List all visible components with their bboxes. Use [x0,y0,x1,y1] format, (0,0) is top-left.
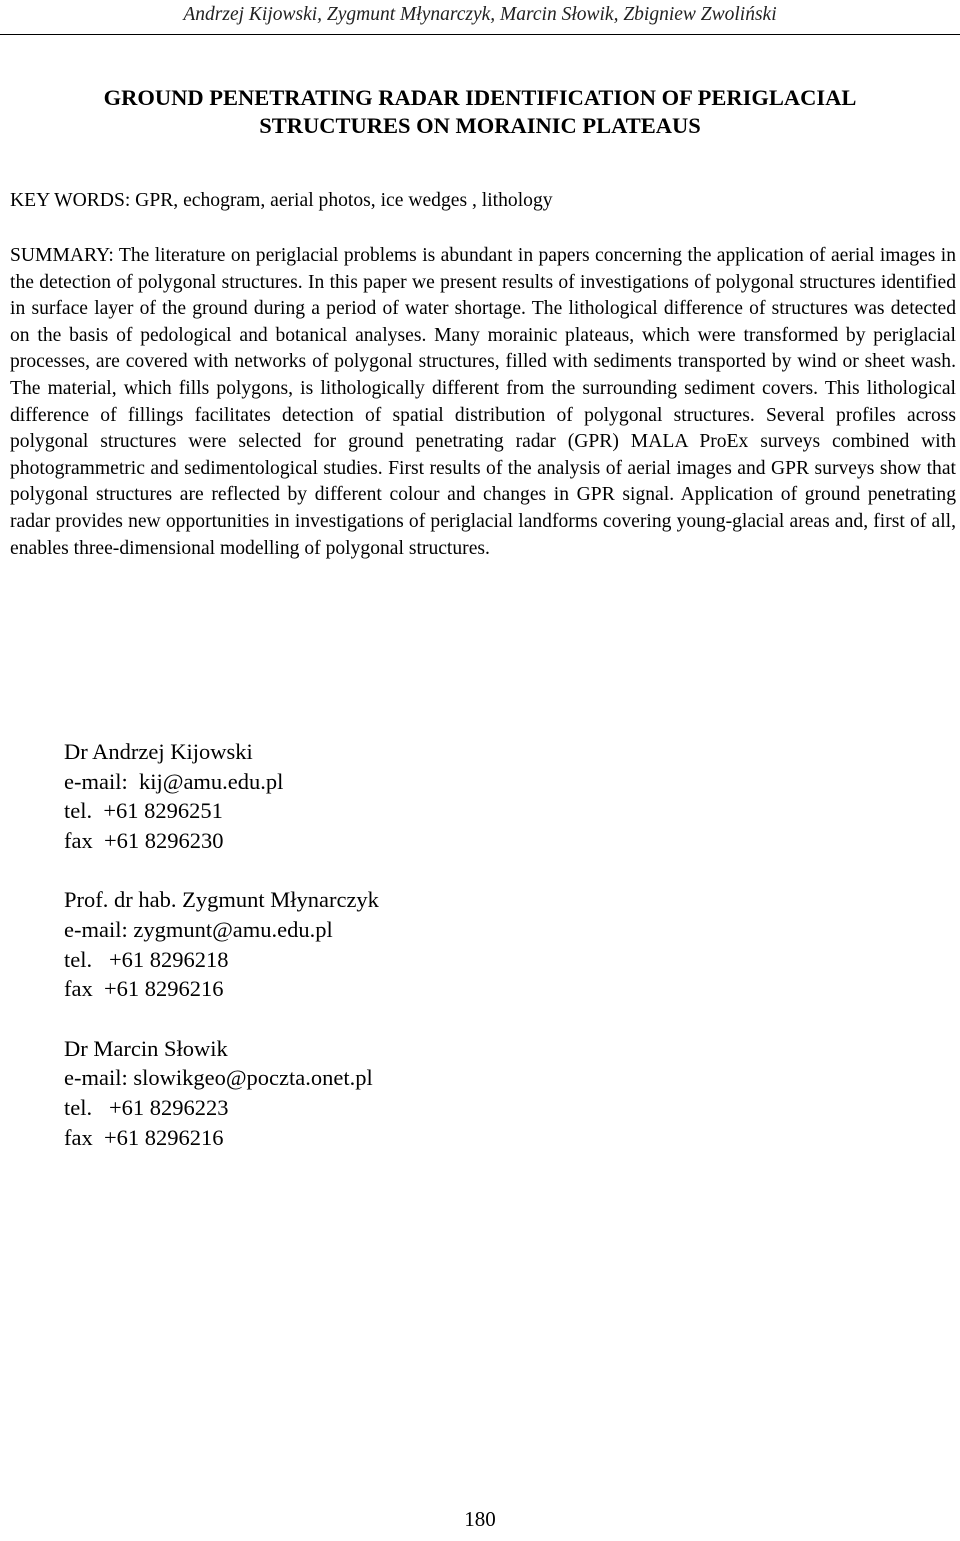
author-fax: fax +61 8296216 [64,1124,224,1150]
header-rule [0,34,960,35]
author-email: e-mail: zygmunt@amu.edu.pl [64,916,333,942]
author-email: e-mail: kij@amu.edu.pl [64,768,284,794]
author-contact-block [64,1034,379,1152]
author-email: e-mail: slowikgeo@poczta.onet.pl [64,1065,373,1091]
paper-title-line-2: STRUCTURES ON MORAINIC PLATEAUS [259,113,701,138]
author-fax: fax +61 8296230 [64,827,224,853]
page-number: 180 [464,1507,496,1531]
author-contact-block [64,737,379,855]
paper-title-line-1: GROUND PENETRATING RADAR IDENTIFICATION OF PERIGLACIAL [103,85,857,110]
keywords: KEY WORDS: GPR, echogram, aerial photos, ice wedges , lithology [10,190,553,211]
author-name: Dr Marcin Słowik [64,1035,228,1061]
paper-title [0,84,960,140]
author-contacts [64,737,379,1182]
author-tel: tel. +61 8296223 [64,1094,229,1120]
author-contact-block [64,885,379,1003]
author-tel: tel. +61 8296218 [64,946,229,972]
author-tel: tel. +61 8296251 [64,798,223,824]
running-header: Andrzej Kijowski, Zygmunt Młynarczyk, Marcin Słowik, Zbigniew Zwoliński [183,4,777,25]
author-name: Prof. dr hab. Zygmunt Młynarczyk [64,887,379,913]
summary-paragraph: SUMMARY: The literature on periglacial problems is abundant in papers concerning the application of aerial images in the detection of polygonal structures. In this paper we present results of investigations of polygonal structures identified in surface layer of the ground during a period of water shortage. The lithological difference of structures was detected on the basis of pedological and botanical analyses. Many morainic plateaus, which were transformed by periglacial processes, are covered with networks of polygonal structures, filled with sediments transported by wind or sheet wash. The material, which fills polygons, is lithologically different from the surrounding sediment covers. This lithological difference of fillings facilitates detection of spatial distribution of polygonal structures. Several profiles across polygonal structures were selected for ground penetrating radar (GPR) MALA ProEx surveys combined with photogrammetric and sedimentological studies. First results of the analysis of aerial images and GPR surveys show that polygonal structures are reflected by different colour and changes in GPR signal. Application of ground penetrating radar provides new opportunities in investigations of periglacial landforms covering young-glacial areas and, first of all, enables three-dimensional modelling of polygonal structures. [10,245,956,559]
author-name: Dr Andrzej Kijowski [64,739,253,764]
author-fax: fax +61 8296216 [64,976,224,1002]
